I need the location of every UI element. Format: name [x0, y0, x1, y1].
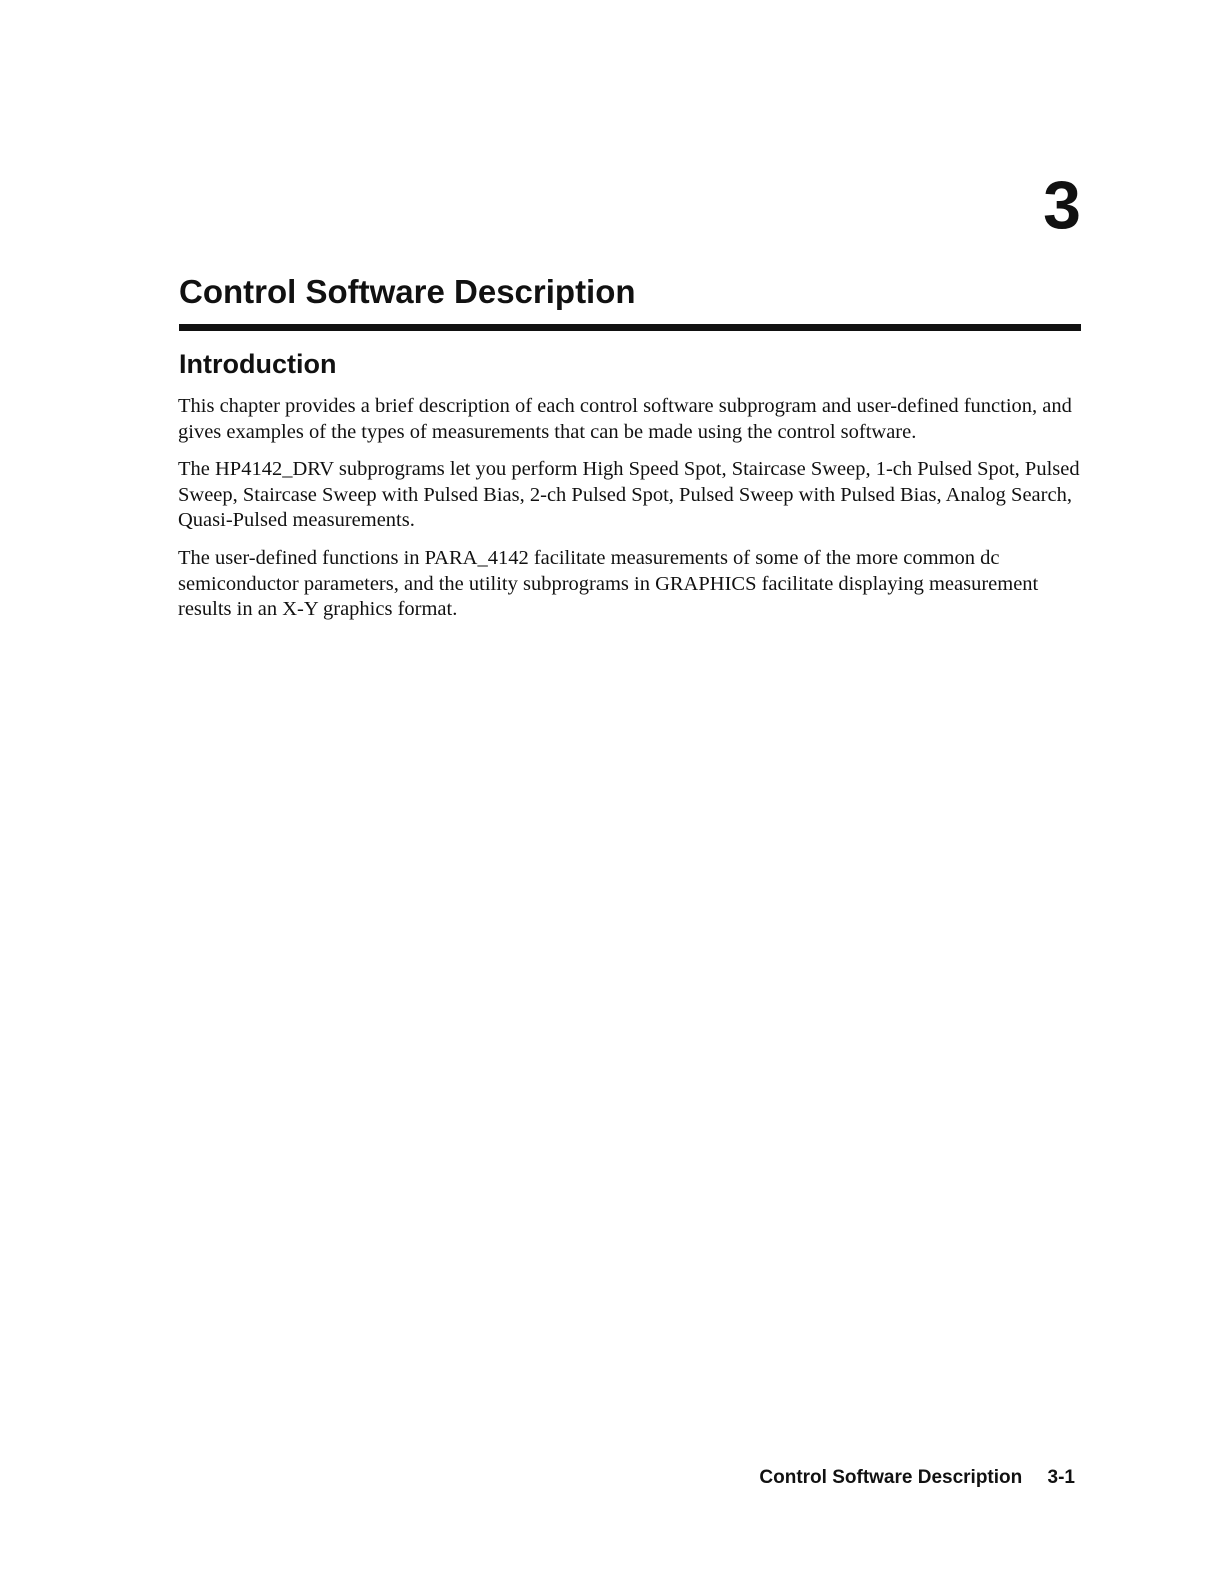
paragraph-3: The user-defined functions in PARA_4142 facilitate measurements of some of the more common dc semiconductor parameters, and the utility subprograms in GRAPHICS facilitate displaying measurement results in an X-Y graphics format. — [178, 546, 1039, 621]
chapter-number: 3 — [1043, 167, 1081, 243]
paragraph-1: This chapter provides a brief description of each control software subprogram and user-defined function, and gives examples of the types of measurements that can be made using the control software. — [178, 395, 1072, 443]
paragraph-2: The HP4142_DRV subprograms let you perform High Speed Spot, Staircase Sweep, 1-ch Pulsed Spot, Pulsed Sweep, Staircase Sweep with Pulsed Bias, 2-ch Pulsed Spot, Pulsed Sweep with Pulsed Bias, Analog Search, Quasi-Pulsed measurements. — [178, 458, 1080, 532]
footer-running-title: Control Software Description — [759, 1467, 1023, 1488]
section-body — [178, 394, 1081, 635]
chapter-title: Control Software Description — [179, 273, 636, 310]
page-footer — [759, 1465, 1075, 1491]
section-heading: Introduction — [179, 349, 337, 379]
footer-page-number: 3-1 — [1047, 1467, 1075, 1488]
chapter-title-rule — [179, 324, 1081, 331]
